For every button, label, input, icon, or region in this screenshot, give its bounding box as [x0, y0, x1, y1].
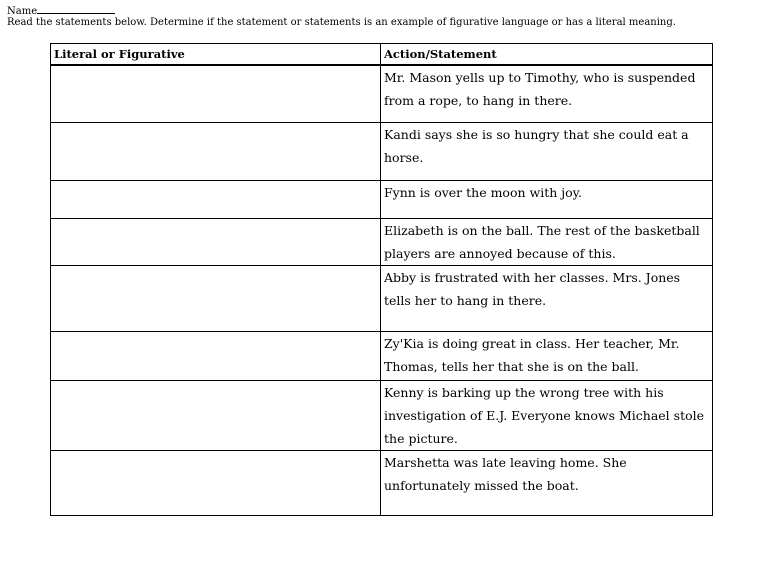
- statement-cell: Elizabeth is on the ball. The rest of the basketball players are annoyed because of this.: [381, 218, 713, 265]
- column-header-literal-or-figurative: Literal or Figurative: [51, 44, 381, 66]
- table-row: [51, 331, 713, 380]
- table-row: [51, 380, 713, 450]
- name-field: [7, 4, 115, 18]
- name-blank-line[interactable]: [37, 4, 115, 14]
- statement-cell: Zy'Kia is doing great in class. Her teacher, Mr. Thomas, tells her that she is on the ball.: [381, 331, 713, 380]
- answer-cell[interactable]: [51, 450, 381, 515]
- answer-cell[interactable]: [51, 180, 381, 218]
- column-header-action-statement: Action/Statement: [381, 44, 713, 66]
- answer-cell[interactable]: [51, 380, 381, 450]
- answer-cell[interactable]: [51, 218, 381, 265]
- table-row: [51, 450, 713, 515]
- instructions: Read the statements below. Determine if the statement or statements is an example of figurative language or has a literal meaning.: [7, 17, 676, 28]
- table-row: [51, 65, 713, 122]
- statement-cell: Marshetta was late leaving home. She unfortunately missed the boat.: [381, 450, 713, 515]
- table-row: [51, 122, 713, 180]
- table-header-row: [51, 44, 713, 66]
- worksheet-table: [50, 43, 713, 516]
- answer-cell[interactable]: [51, 65, 381, 122]
- statement-cell: Kandi says she is so hungry that she could eat a horse.: [381, 122, 713, 180]
- table-row: [51, 265, 713, 331]
- table-row: [51, 180, 713, 218]
- answer-cell[interactable]: [51, 331, 381, 380]
- statement-cell: Fynn is over the moon with joy.: [381, 180, 713, 218]
- statement-cell: Abby is frustrated with her classes. Mrs. Jones tells her to hang in there.: [381, 265, 713, 331]
- name-label: Name: [7, 6, 38, 17]
- table-row: [51, 218, 713, 265]
- answer-cell[interactable]: [51, 122, 381, 180]
- answer-cell[interactable]: [51, 265, 381, 331]
- statement-cell: Mr. Mason yells up to Timothy, who is suspended from a rope, to hang in there.: [381, 65, 713, 122]
- statement-cell: Kenny is barking up the wrong tree with his investigation of E.J. Everyone knows Michael stole the picture.: [381, 380, 713, 450]
